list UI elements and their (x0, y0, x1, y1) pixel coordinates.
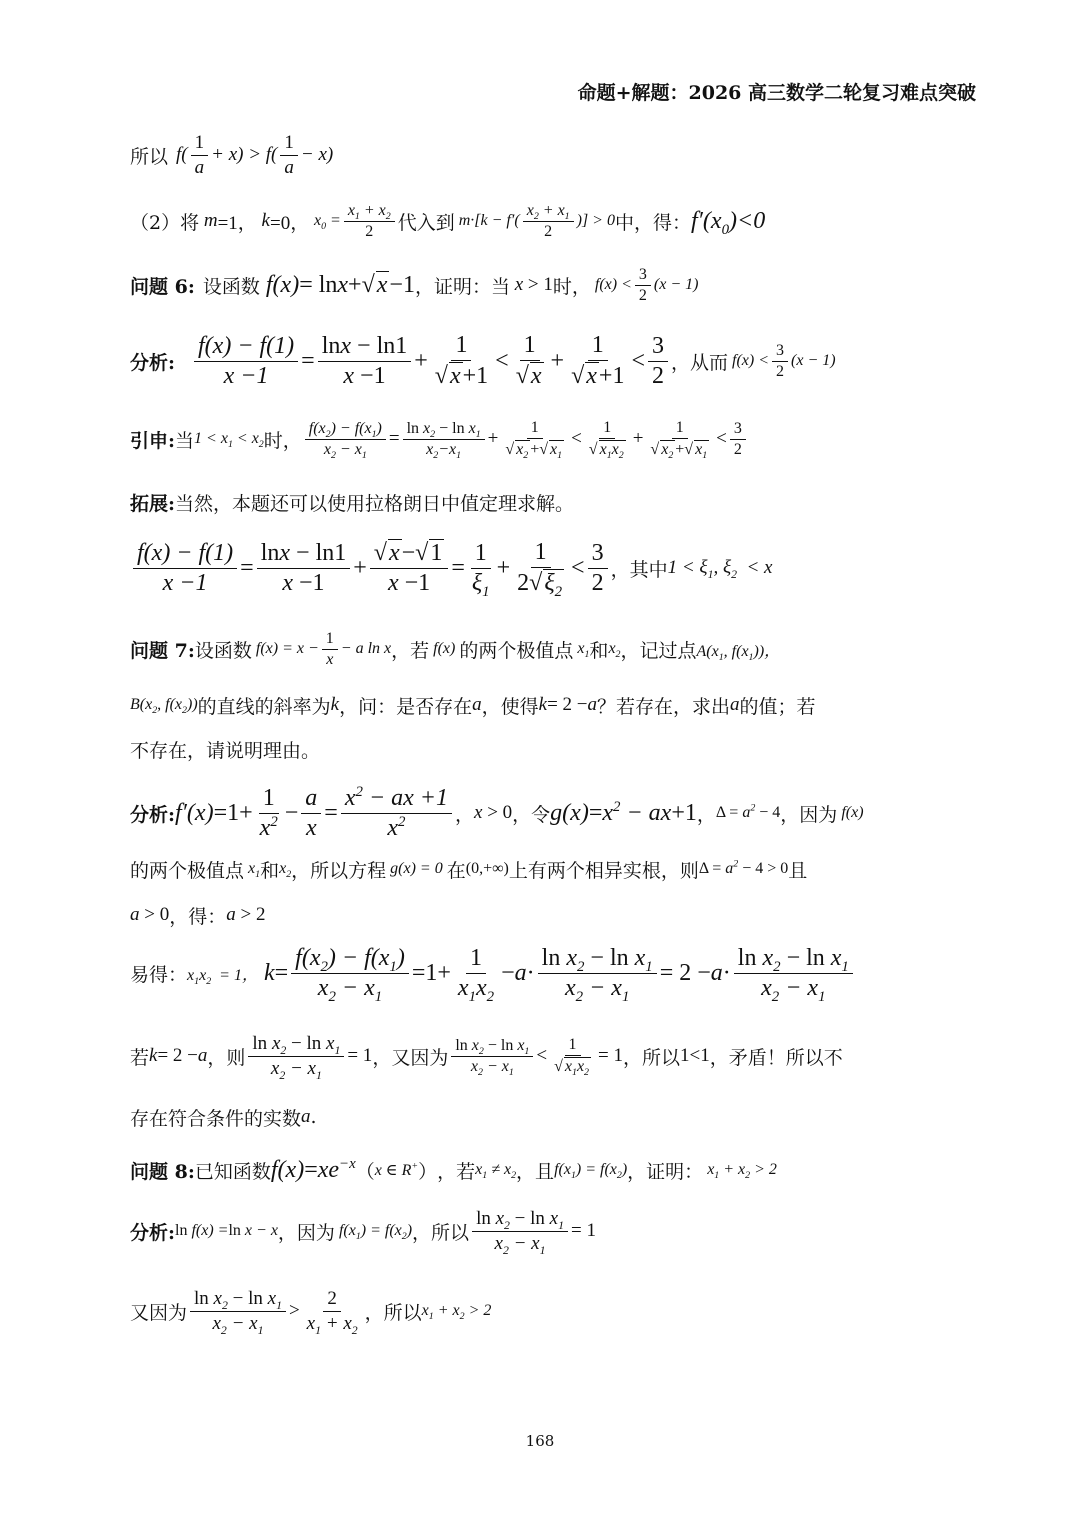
line-analysis-7b: 的两个极值点 $x_1$ 和 $x_2$ ，所以方程 g(x) = 0 在 (0,+∞) 上有两个相异实根，则 Δ = $a^2$ − 4 > 0 且 (130, 852, 975, 886)
text: ，所以 (412, 1221, 470, 1244)
line-q7-cont: $B(x_2$, $f(x_2)$) 的直线的斜率为 k ，问：是否存在 a ，使得 k = 2 − a ？若存在，求出 a 的值；若 (130, 688, 975, 722)
line-q7-end (130, 732, 975, 766)
analysis-label: 分析: (130, 1221, 176, 1244)
text: ，且 (516, 1160, 555, 1183)
line-analysis-8: 分析: ln f(x) = ln x − x ，因为 $f(x_1) = f(x_2)$ ，所以 $\frac{\ln x_2 - \ln x_1}{x_2 - x_1}$ = 1 (130, 1207, 596, 1257)
question-label: 问题 6: (130, 275, 195, 298)
text: ，又因为 (372, 1046, 449, 1069)
text: ，若 (391, 639, 430, 662)
analysis-label: 分析: (130, 351, 176, 374)
text: ，矛盾！所以不 (709, 1046, 843, 1069)
line-cunzai: 存在符合条件的实数 a . (130, 1100, 975, 1134)
line-tuozhan (130, 485, 975, 519)
text: ，记过点 (620, 639, 697, 662)
text: 所以 (130, 145, 169, 168)
text: 不存在，请说明理由。 (130, 739, 321, 762)
question-label: 问题 7: (130, 639, 195, 662)
text: 时， (552, 275, 591, 298)
line-lagrange: $\frac{f(x) - f(1)}{x -1}$ = $\frac{\ln x - \ln 1}{x -1}$ + $\frac{√x-√1}{x -1}$ = $\frac{1}{\xi_1}$ + $\frac{1}{2√\xi_2}$ < $\frac{3}{2}$ ，其中 $1 < \xi_1$, $\xi_2 < x$ (130, 535, 975, 601)
line-yinshen: 引申: 当 $1 < x_1 < x_2$ 时， $\frac{f(x_2) - f(x_1)}{x_2 - x_1}$ = $\frac{\ln x_2 - \ln x_1}{x_2-x_1}$ + $\frac{1}{√ x_2 +√ x_1}$ < $\frac{1}{√ x_1x_2}$ + $\frac{1}{√ x_2 +√ x_1}$ < $\frac{3}{2}$ (130, 408, 975, 470)
text: 的直线的斜率为 (197, 695, 331, 718)
line-q7: 问题 7: 设函数 f(x) = x − $\frac{1}{x}$ − a ln x ，若 f(x) 的两个极值点 $x_1$ 和 $x_2$ ，记过点 $A(x_1$, $f(x_1)$)， (130, 629, 781, 668)
text: 和 (260, 859, 280, 882)
text: 代入到 (397, 211, 455, 234)
text: 当然，本题还可以使用拉格朗日中值定理求解。 (175, 492, 575, 515)
text: ，使得 (481, 695, 539, 718)
text: 的两个极值点 (130, 859, 245, 882)
text: ，证明： (627, 1160, 704, 1183)
text: ，因为 (277, 1221, 335, 1244)
text: . (310, 1106, 317, 1128)
text: 时， (263, 429, 302, 452)
text: 中，得： (614, 211, 691, 234)
label: 引申: (130, 429, 176, 452)
text: ，令 (512, 803, 551, 826)
line-analysis-1: 分析: $\frac{f(x) - f(1)}{x -1}$ = $\frac{\ln x - \ln 1}{x -1}$ + $\frac{1}{√x+1}$ < $\frac{1}{√x}$ + $\frac{1}{√x+1}$ < $\frac{3}{2}$ ，从而 f(x) < $\frac{3}{2}$ (x − 1) (130, 332, 836, 389)
text: ，其中 (610, 558, 668, 581)
line-youyinwei: 又因为 $\frac{\ln x_2 - \ln x_1}{x_2 - x_1}$ > $\frac{2}{x_1 + x_2}$ ，所以 $x_1 + x_2 > 2$ (130, 1287, 492, 1337)
line-yide: 易得： $x_1x_2 = 1$， k = $\frac{f(x_2) - f(x_1)}{x_2 - x_1}$ =1+ $\frac{1}{x_1x_2}$ − a · $\frac{\ln x_2 - \ln x_1}{x_2 - x_1}$ = 2 − a · $\frac{\ln x_2 - \ln x_1}{x_2 - x_1}$ (130, 942, 975, 1004)
label: 拓展: (130, 492, 176, 515)
text: 和 (589, 639, 609, 662)
page-number: 168 (525, 1432, 555, 1450)
text: ，所以 (622, 1046, 680, 1069)
text: 设函数 (194, 639, 252, 662)
line-analysis-7: 分析: f′(x) =1+ $\frac{1}{x^2}$ − $\frac{a}{x}$ = $\frac{x^2 - ax +1}{x^2}$ ， x > 0 ，令 g(x) = $x^2$ − ax +1 ， Δ = $a^2$ − 4 ，因为 f(x) (130, 783, 864, 841)
text: 设函数 (202, 275, 260, 298)
text: ，问：是否存在 (339, 695, 473, 718)
text: ，得： (169, 905, 227, 928)
analysis-label: 分析: (130, 803, 176, 826)
line-q6: 问题 6: 设函数 f(x) = ln x + √x−1 ，证明：当 x > 1 时， f(x) < $\frac{3}{2}$ (x − 1) (130, 265, 699, 304)
text: 易得： (130, 963, 188, 986)
line-analysis-7c: a > 0 ，得： a > 2 (130, 898, 975, 932)
text: 的值；若 (739, 695, 816, 718)
text: ，证明：当 (414, 275, 510, 298)
text: 当 (175, 429, 195, 452)
text: ？若存在，求出 (597, 695, 731, 718)
text: 在 (446, 859, 466, 882)
text: ，若 (437, 1160, 476, 1183)
line-q8: 问题 8: 已知函数 f(x) = $xe^{-x}$ （ x ∈ R+ ） ，若 $x_1 \ne x_2$ ，且 $f(x_1) = f(x_2)$ ，证明： $x_1 + x_2 > 2$ (130, 1155, 777, 1183)
formula: f( $\frac{1}{a}$ + x) > f( $\frac{1}{a}$ − x) (176, 131, 334, 178)
text: ，则 (207, 1046, 246, 1069)
question-label: 问题 8: (130, 1160, 195, 1183)
text: ，所以 (364, 1301, 422, 1324)
line-2: （2）将 m =1， k =0， $x_0$ = $\frac{x_1 + x_2}{2}$ 代入到 m·[k − f′( $\frac{x_2 + x_1}{2}$ )] > 0 中，得： $f'(x_0)<0$ (130, 201, 766, 240)
text: （2）将 (130, 211, 200, 234)
line-1 (130, 130, 975, 180)
text: 已知函数 (194, 1160, 271, 1183)
text: 的两个极值点 (459, 639, 574, 662)
page-header-title: 命题+解题：2026 高三数学二轮复习难点突破 (577, 82, 976, 104)
text: 又因为 (130, 1301, 188, 1324)
text: 若 (130, 1046, 150, 1069)
text: 且 (788, 859, 808, 882)
text: 存在符合条件的实数 (130, 1107, 302, 1130)
formula: m (199, 210, 218, 231)
text: ，从而 (671, 351, 729, 374)
text: 上有两个相异实根，则 (508, 859, 699, 882)
line-ruo: 若 k = 2 − a ，则 $\frac{\ln x_2 - \ln x_1}{x_2 - x_1}$ = 1 ，又因为 $\frac{\ln x_2 - \ln x_1}{x_2 - x_1}$ < $\frac{1}{√ x_1x_2}$ = 1 ，所以 1<1 ，矛盾！所以不 (130, 1032, 843, 1082)
text: ，所以方程 (291, 859, 387, 882)
text: ，因为 (780, 803, 838, 826)
